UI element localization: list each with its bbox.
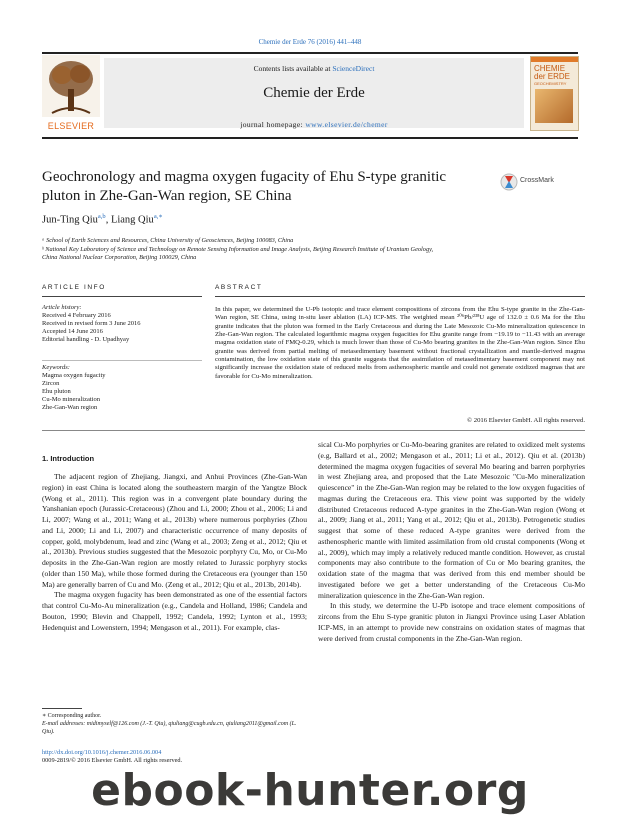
cover-band [531, 57, 578, 62]
affiliation-a: ᵃ School of Earth Sciences and Resources, China University of Geosciences, Beijing 100083, China [42, 237, 294, 244]
abstract-text: In this paper, we determined the U-Pb isotopic and trace element compositions of zircons from the Ehu S-type granite in the Zhe-Gan-Wan region, SE China, using in-situ laser ablation (LA) ICP-MS. The weighted mean ²⁰⁶Pb/²³⁸U age of 132.0 ± 0.6 Ma for the Ehu granite indicates that the pluton was formed in the Early Cretaceous and during the Late Mesozoic Cu-Mo mineralization quiescence in Zhe-Gan-Wan region. The calculated logarithmic magma oxygen fugacities for Ehu granite range from −19.19 to −11.43 with an average magma oxidation state of FMQ-0.29, which is much lower than those of Cu-Mo bearing granites in the Zhe-Gan-Wan region. Since Ehu granite was derived from partial melting of metasedimentary basement without fractional crystallization and mantle-derived magma contamination, the low oxidation state of this granite suggests that the assimilation of metasedimentary basement component may not significantly increase the oxidation state of reduced melts from asthenospheric mantle and could not generate oxidized magmas that are favorable for Cu-Mo mineralization. [215, 306, 585, 380]
keywords-rule [42, 360, 202, 361]
body-column-left [42, 472, 307, 633]
journal-cover-thumbnail [530, 56, 579, 131]
contents-prefix: Contents lists available at [253, 64, 333, 73]
journal-reference[interactable]: Chemie der Erde 76 (2016) 441–448 [258, 38, 362, 46]
affiliation-b: ᵇ National Key Laboratory of Science and Technology on Remote Sensing Information and Image Analysis, Beijing Research Institute of Uranium Geology, [42, 246, 434, 253]
cover-line-1: CHEMIE [534, 64, 566, 73]
header-top-rule [42, 52, 578, 54]
paragraph: The adjacent region of Zhejiang, Jiangxi, and Anhui Provinces (Zhe-Gan-Wan region) in east China is located along the southeastern margin of the Yangtze Block (Wong et al., 2011). This region was in a convergent plate boundary during the Yanshanian epoch (Jurassic-Cretaceous) (Zhou and Li, 2000; Zhou et al., 2006; Li and Li, 2007; Wang et al., 2011; Wang et al., 2013b) where numerous porphyries (Zhou and Li, 2000; Li and Li, 2007) and characteristic occurrence of many deposits of copper, gold, molybdenum, lead and zinc (Wang et al., 2003; Zeng et al., 2012; Qiu et al., 2013b). Previous studies suggested that the Mesozoic porphyry Cu, Mo, or Cu-Mo deposits in the Zhe-Gan-Wan region are mostly related to Jurassic porphyry stocks (older than 150 Ma), while those formed during the Cretaceous era (younger than 150 Ma) are generally barren of Cu and Mo. (Zeng et al., 2012; Qiu et al., 2013b, 2014b). [42, 472, 307, 589]
cover-line-2: der ERDE [534, 72, 571, 81]
abstract-heading: ABSTRACT [215, 284, 263, 291]
author-2-affil[interactable]: a,∗ [153, 213, 163, 220]
journal-name: Chemie der Erde [263, 85, 365, 101]
abstract-rule [215, 296, 585, 297]
sciencedirect-link[interactable]: ScienceDirect [332, 64, 375, 73]
paragraph: sical Cu-Mo porphyries or Cu-Mo-bearing granites are related to oxidized melt systems (e.g, Ballard et al., 2002; Mengason et al., 2011; Li et al., 2012). Qiu et al. (2013b) determined the magma oxygen fugacities of several Mo bearing and barren porphyries in west Zhejiang area, and proposed that the Late Mesozoic "Cu-Mo mineralization quiescence" in the Zhe-Gan-Wan region may be related to the low oxygen fugacities of magmas during the Cretaceous era. This view point was supported by the widely distributed Cretaceous reduced A-type granites in the Zhe-Gan-Wan region (Wong et al., 2009; Jiang et al., 2011; Yang et al., 2012; Qiu et al., 2013b). Petrogenetic studies suggest that some of these reduced A-type granites were derived from the asthenospheric mantle with limited assimilation from old crustal components (Wong et al., 2009), which may imply a relatively reduced mantle condition. However, as crustal components may also contribute to the formation of Cu or Mo bearing granites, the oxidation state of the magma that was derived from this end member should be investigated before we get a better understanding of the Cretaceous Cu-Mo mineralization quiescence in the Zhe-Gan-Wan region. [318, 440, 585, 600]
email-addresses[interactable]: E-mail addresses: midimyself@126.com (J.-T. Qiu), qiuliang@cugb.edu.cn, qiuliang2011@gmail.com (L. Qiu). [42, 721, 297, 735]
article-info-heading: ARTICLE INFO [42, 284, 106, 291]
author-1-affil[interactable]: a,b [97, 213, 106, 220]
paragraph: The magma oxygen fugacity has been demonstrated as one of the essential factors that control Cu-Mo-Au mineralization (e.g., Candela and Holland, 1986; Candela and Bouton, 1990; Blevin and Chappell, 1992; Candela, 1992; Lynton et al., 1993; Hedenquist and Lowenstern, 1994; Mengason et al., 2011). For example, clas- [42, 590, 307, 632]
header-bottom-rule [42, 137, 578, 139]
article-title: Geochronology and magma oxygen fugacity of Ehu S-type granitic pluton in Zhe-Gan-Wan region, SE China [42, 169, 447, 204]
cover-title [534, 65, 570, 81]
keyword-3: Ehu pluton [42, 388, 71, 395]
introduction-heading: 1. Introduction [42, 454, 95, 463]
crossmark-label: CrossMark [520, 177, 554, 184]
doi-link[interactable]: http://dx.doi.org/10.1016/j.chemer.2016.06.004 [42, 749, 162, 756]
history-revised: Received in revised form 3 June 2016 [42, 320, 141, 327]
watermark: ebook-hunter.org [91, 765, 529, 816]
footnote-rule [42, 708, 82, 709]
keyword-5: Zhe-Gan-Wan region [42, 404, 98, 411]
homepage-link[interactable]: www.elsevier.de/chemer [305, 120, 388, 129]
author-list: Jun-Ting Qiu$^{a,b}$, Liang Qiu$^{a,∗}$ [42, 213, 163, 226]
issn-line: 0009-2819/© 2016 Elsevier GmbH. All rights reserved. [42, 757, 183, 764]
author-2[interactable]: Liang Qiu [110, 214, 154, 226]
abstract-bottom-rule [42, 430, 585, 431]
history-label: Article history: [42, 304, 82, 311]
body-column-right [318, 440, 585, 644]
corresponding-author-note: ∗ Corresponding author. [42, 713, 102, 719]
elsevier-wordmark: ELSEVIER [47, 121, 95, 131]
article-info-rule [42, 296, 202, 297]
history-editorial: Editorial handling - D. Upadhyay [42, 336, 130, 343]
keyword-1: Magma oxygen fugacity [42, 372, 106, 379]
history-accepted: Accepted 14 June 2016 [42, 328, 103, 335]
author-1[interactable]: Jun-Ting Qiu [42, 214, 98, 226]
homepage-prefix: journal homepage: [240, 120, 306, 129]
keyword-4: Cu-Mo mineralization [42, 396, 100, 403]
copyright-line: © 2016 Elsevier GmbH. All rights reserved. [466, 417, 585, 424]
footnote [42, 712, 307, 736]
keywords-label: Keywords: [42, 364, 70, 371]
cover-subtitle: GEOCHEMISTRY [534, 81, 567, 86]
keyword-2: Zircon [42, 380, 60, 387]
crossmark-badge[interactable] [500, 172, 580, 192]
contents-available [104, 64, 524, 73]
elsevier-tree-logo [42, 55, 100, 130]
affiliation-b-cont: China National Nuclear Corporation, Beijing 100029, China [42, 254, 197, 261]
paragraph: In this study, we determine the U-Pb isotope and trace element compositions of zircons from the Ehu S-type granitic pluton in Jiangxi Province using Laser Ablation ICP-MS, in an attempt to provide new constrains on oxidation states of magmas that were derived from crustal components in the Zhe-Gan-Wan region. [318, 601, 585, 643]
cover-image [535, 89, 573, 123]
journal-homepage [104, 120, 524, 129]
history-received: Received 4 February 2016 [42, 312, 111, 319]
